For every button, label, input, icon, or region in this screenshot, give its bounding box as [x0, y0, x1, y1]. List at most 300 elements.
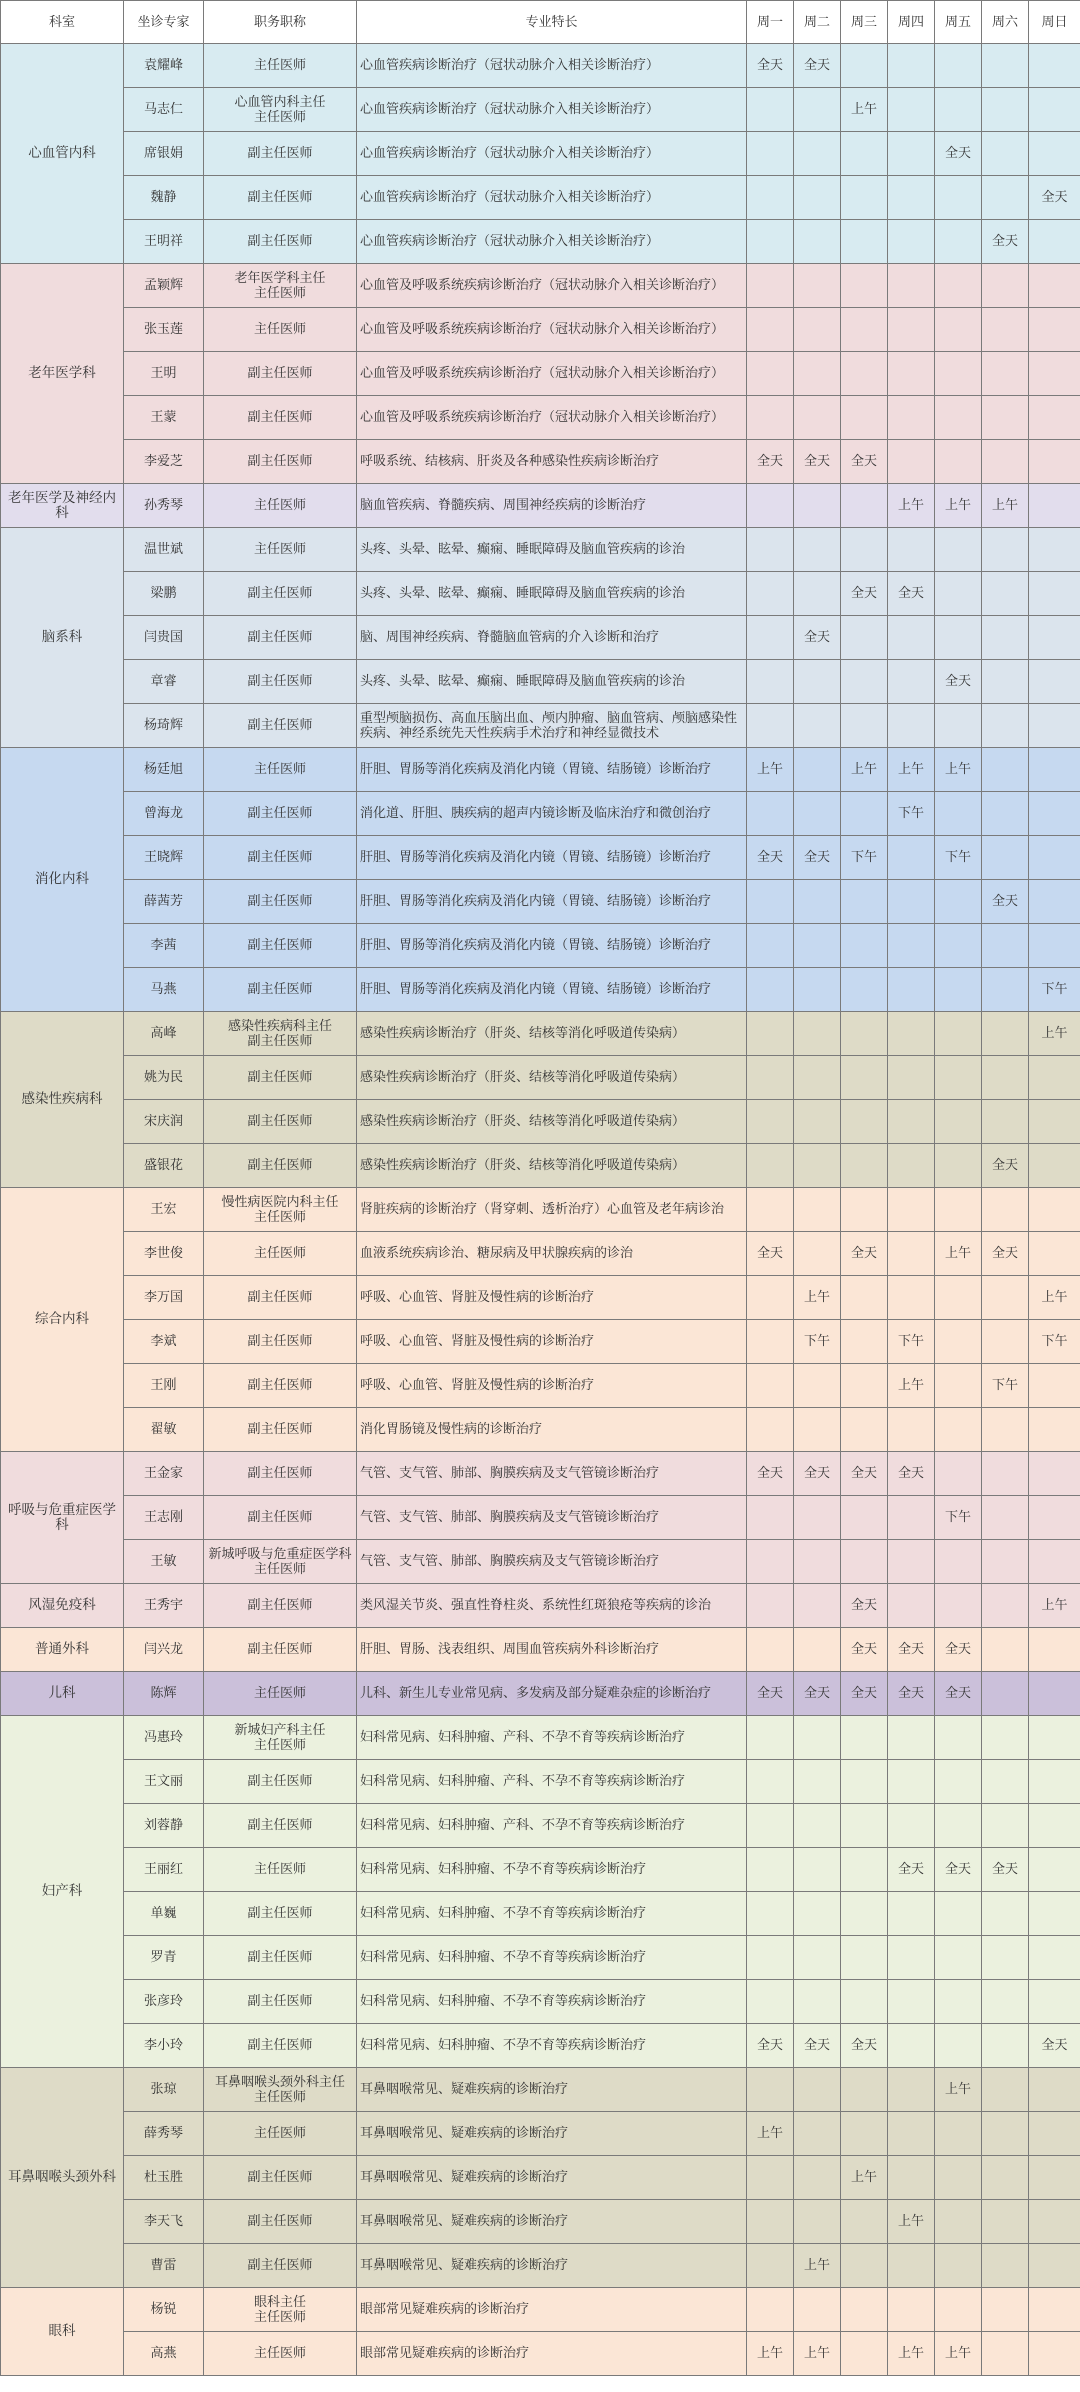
doctor-title: 新城呼吸与危重症医学科 主任医师: [204, 1540, 357, 1584]
table-row: [1, 528, 1080, 572]
header-doctor: 坐诊专家: [124, 1, 204, 44]
doctor-name: 单巍: [124, 1892, 204, 1936]
schedule-sat: [982, 1980, 1029, 2024]
schedule-thu: [888, 2112, 935, 2156]
schedule-sat: [982, 1892, 1029, 1936]
schedule-tue: [794, 1100, 841, 1144]
schedule-thu: 全天: [888, 1628, 935, 1672]
doctor-title: 主任医师: [204, 1848, 357, 1892]
specialty: 呼吸、心血管、肾脏及慢性病的诊断治疗: [357, 1320, 747, 1364]
schedule-mon: [747, 1540, 794, 1584]
doctor-title: 副主任医师: [204, 2200, 357, 2244]
schedule-fri: [935, 924, 982, 968]
schedule-thu: 全天: [888, 572, 935, 616]
schedule-sun: [1029, 44, 1080, 88]
specialty: 呼吸系统、结核病、肝炎及各种感染性疾病诊断治疗: [357, 440, 747, 484]
schedule-mon: [747, 1276, 794, 1320]
schedule-sat: [982, 1716, 1029, 1760]
schedule-thu: [888, 1980, 935, 2024]
schedule-sat: [982, 2156, 1029, 2200]
schedule-sun: [1029, 132, 1080, 176]
schedule-sat: [982, 1628, 1029, 1672]
schedule-tue: 全天: [794, 836, 841, 880]
schedule-wed: [841, 968, 888, 1012]
schedule-sat: 全天: [982, 880, 1029, 924]
department-name: 感染性疾病科: [1, 1012, 124, 1188]
schedule-tue: 全天: [794, 44, 841, 88]
table-row: [1, 1056, 1080, 1100]
schedule-wed: [841, 2112, 888, 2156]
schedule-fri: [935, 176, 982, 220]
schedule-sat: [982, 704, 1029, 748]
schedule-mon: [747, 1804, 794, 1848]
doctor-title: 副主任医师: [204, 1364, 357, 1408]
schedule-thu: 上午: [888, 2200, 935, 2244]
table-row: [1, 1496, 1080, 1540]
specialty: 肝胆、胃肠等消化疾病及消化内镜（胃镜、结肠镜）诊断治疗: [357, 968, 747, 1012]
schedule-thu: [888, 1804, 935, 1848]
schedule-sat: [982, 748, 1029, 792]
schedule-tue: [794, 88, 841, 132]
schedule-mon: [747, 616, 794, 660]
schedule-fri: [935, 1320, 982, 1364]
schedule-sat: [982, 1100, 1029, 1144]
schedule-mon: [747, 2200, 794, 2244]
specialty: 心血管疾病诊断治疗（冠状动脉介入相关诊断治疗）: [357, 220, 747, 264]
schedule-tue: 全天: [794, 1452, 841, 1496]
specialty: 肝胆、胃肠等消化疾病及消化内镜（胃镜、结肠镜）诊断治疗: [357, 748, 747, 792]
schedule-sun: [1029, 2112, 1080, 2156]
specialty: 心血管及呼吸系统疾病诊断治疗（冠状动脉介入相关诊断治疗）: [357, 396, 747, 440]
schedule-sun: [1029, 352, 1080, 396]
schedule-sat: [982, 660, 1029, 704]
schedule-fri: [935, 704, 982, 748]
schedule-sun: [1029, 1232, 1080, 1276]
schedule-mon: [747, 1760, 794, 1804]
schedule-sat: [982, 2288, 1029, 2332]
doctor-title: 眼科主任 主任医师: [204, 2288, 357, 2332]
specialty: 耳鼻咽喉常见、疑难疾病的诊断治疗: [357, 2244, 747, 2288]
schedule-fri: [935, 440, 982, 484]
schedule-sat: [982, 2244, 1029, 2288]
specialty: 消化道、肝胆、胰疾病的超声内镜诊断及临床治疗和微创治疗: [357, 792, 747, 836]
schedule-fri: [935, 1716, 982, 1760]
schedule-fri: [935, 1056, 982, 1100]
schedule-sun: [1029, 308, 1080, 352]
schedule-thu: [888, 1892, 935, 1936]
schedule-tue: [794, 1012, 841, 1056]
specialty: 肝胆、胃肠等消化疾病及消化内镜（胃镜、结肠镜）诊断治疗: [357, 880, 747, 924]
schedule-mon: [747, 572, 794, 616]
doctor-name: 王文丽: [124, 1760, 204, 1804]
schedule-fri: [935, 1584, 982, 1628]
schedule-thu: [888, 1584, 935, 1628]
schedule-mon: [747, 880, 794, 924]
schedule-sat: [982, 88, 1029, 132]
schedule-mon: [747, 1716, 794, 1760]
header-fri: 周五: [935, 1, 982, 44]
schedule-fri: [935, 2288, 982, 2332]
doctor-name: 王秀宇: [124, 1584, 204, 1628]
schedule-mon: [747, 1320, 794, 1364]
table-row: [1, 2068, 1080, 2112]
schedule-fri: [935, 1540, 982, 1584]
specialty: 心血管疾病诊断治疗（冠状动脉介入相关诊断治疗）: [357, 176, 747, 220]
doctor-name: 孙秀琴: [124, 484, 204, 528]
schedule-thu: [888, 2024, 935, 2068]
schedule-thu: 上午: [888, 1364, 935, 1408]
schedule-wed: 全天: [841, 2024, 888, 2068]
schedule-sun: [1029, 1056, 1080, 1100]
schedule-mon: 全天: [747, 1672, 794, 1716]
schedule-tue: [794, 484, 841, 528]
doctor-name: 宋庆润: [124, 1100, 204, 1144]
table-row: [1, 748, 1080, 792]
schedule-tue: [794, 1056, 841, 1100]
schedule-mon: 全天: [747, 836, 794, 880]
doctor-title: 感染性疾病科主任 副主任医师: [204, 1012, 357, 1056]
schedule-sun: 上午: [1029, 1012, 1080, 1056]
schedule-sun: [1029, 528, 1080, 572]
schedule-wed: [841, 44, 888, 88]
schedule-thu: [888, 132, 935, 176]
schedule-fri: 全天: [935, 1672, 982, 1716]
schedule-sun: [1029, 1672, 1080, 1716]
schedule-tue: [794, 1144, 841, 1188]
schedule-mon: [747, 792, 794, 836]
doctor-title: 副主任医师: [204, 220, 357, 264]
schedule-thu: [888, 440, 935, 484]
doctor-name: 罗青: [124, 1936, 204, 1980]
schedule-tue: 全天: [794, 440, 841, 484]
schedule-mon: [747, 1408, 794, 1452]
doctor-title: 副主任医师: [204, 968, 357, 1012]
table-row: [1, 1364, 1080, 1408]
specialty: 眼部常见疑难疾病的诊断治疗: [357, 2332, 747, 2376]
schedule-wed: [841, 484, 888, 528]
schedule-mon: [747, 704, 794, 748]
schedule-wed: 上午: [841, 88, 888, 132]
schedule-sun: [1029, 220, 1080, 264]
schedule-wed: [841, 2244, 888, 2288]
specialty: 耳鼻咽喉常见、疑难疾病的诊断治疗: [357, 2200, 747, 2244]
schedule-fri: 上午: [935, 484, 982, 528]
schedule-mon: [747, 484, 794, 528]
doctor-name: 王刚: [124, 1364, 204, 1408]
department-name: 妇产科: [1, 1716, 124, 2068]
schedule-sat: 下午: [982, 1364, 1029, 1408]
table-row: [1, 1760, 1080, 1804]
doctor-title: 副主任医师: [204, 132, 357, 176]
schedule-sun: [1029, 1496, 1080, 1540]
schedule-thu: [888, 616, 935, 660]
schedule-mon: [747, 1188, 794, 1232]
header-title: 职务职称: [204, 1, 357, 44]
department-name: 老年医学及神经内科: [1, 484, 124, 528]
doctor-title: 慢性病医院内科主任 主任医师: [204, 1188, 357, 1232]
doctor-title: 耳鼻咽喉头颈外科主任 主任医师: [204, 2068, 357, 2112]
schedule-thu: [888, 308, 935, 352]
schedule-fri: [935, 1188, 982, 1232]
schedule-tue: [794, 2112, 841, 2156]
schedule-sat: [982, 1012, 1029, 1056]
table-row: [1, 176, 1080, 220]
table-row: [1, 1716, 1080, 1760]
schedule-thu: 全天: [888, 1672, 935, 1716]
schedule-tue: [794, 220, 841, 264]
specialty: 耳鼻咽喉常见、疑难疾病的诊断治疗: [357, 2112, 747, 2156]
doctor-name: 冯惠玲: [124, 1716, 204, 1760]
doctor-name: 王明祥: [124, 220, 204, 264]
header-thu: 周四: [888, 1, 935, 44]
doctor-name: 温世斌: [124, 528, 204, 572]
doctor-title: 主任医师: [204, 748, 357, 792]
doctor-title: 主任医师: [204, 44, 357, 88]
schedule-sun: [1029, 2332, 1080, 2376]
schedule-sat: [982, 264, 1029, 308]
schedule-mon: [747, 132, 794, 176]
schedule-sun: [1029, 880, 1080, 924]
table-row: [1, 572, 1080, 616]
schedule-sun: [1029, 1100, 1080, 1144]
table-row: [1, 660, 1080, 704]
schedule-tue: [794, 1188, 841, 1232]
schedule-fri: [935, 1012, 982, 1056]
schedule-fri: [935, 2156, 982, 2200]
schedule-mon: [747, 528, 794, 572]
schedule-tue: [794, 1848, 841, 1892]
schedule-tue: [794, 1584, 841, 1628]
schedule-thu: [888, 352, 935, 396]
schedule-fri: [935, 44, 982, 88]
schedule-sun: [1029, 88, 1080, 132]
schedule-wed: [841, 1364, 888, 1408]
table-row: [1, 792, 1080, 836]
schedule-sat: [982, 44, 1029, 88]
table-row: [1, 44, 1080, 88]
schedule-thu: [888, 1276, 935, 1320]
doctor-title: 副主任医师: [204, 1100, 357, 1144]
schedule-body: [1, 44, 1080, 2376]
specialty: 感染性疾病诊断治疗（肝炎、结核等消化呼吸道传染病）: [357, 1144, 747, 1188]
table-row: [1, 220, 1080, 264]
schedule-wed: [841, 1760, 888, 1804]
specialty: 心血管疾病诊断治疗（冠状动脉介入相关诊断治疗）: [357, 88, 747, 132]
doctor-title: 副主任医师: [204, 1276, 357, 1320]
schedule-thu: 上午: [888, 484, 935, 528]
schedule-fri: [935, 528, 982, 572]
doctor-name: 李万国: [124, 1276, 204, 1320]
schedule-sun: [1029, 1936, 1080, 1980]
schedule-wed: [841, 2200, 888, 2244]
schedule-thu: [888, 836, 935, 880]
schedule-sun: [1029, 924, 1080, 968]
schedule-sat: [982, 1672, 1029, 1716]
schedule-sat: [982, 176, 1029, 220]
doctor-name: 李爱芝: [124, 440, 204, 484]
schedule-wed: [841, 1012, 888, 1056]
schedule-sat: [982, 616, 1029, 660]
schedule-sat: [982, 132, 1029, 176]
schedule-wed: [841, 1276, 888, 1320]
schedule-sun: [1029, 1716, 1080, 1760]
specialty: 气管、支气管、肺部、胸膜疾病及支气管镜诊断治疗: [357, 1452, 747, 1496]
schedule-thu: 下午: [888, 792, 935, 836]
table-row: [1, 1936, 1080, 1980]
schedule-thu: 全天: [888, 1848, 935, 1892]
schedule-thu: [888, 1540, 935, 1584]
specialty: 肾脏疾病的诊断治疗（肾穿刺、透析治疗）心血管及老年病诊治: [357, 1188, 747, 1232]
schedule-sun: 全天: [1029, 2024, 1080, 2068]
schedule-sun: [1029, 1628, 1080, 1672]
doctor-name: 张琼: [124, 2068, 204, 2112]
doctor-title: 副主任医师: [204, 1452, 357, 1496]
schedule-sun: [1029, 396, 1080, 440]
schedule-sun: [1029, 2288, 1080, 2332]
table-row: [1, 2112, 1080, 2156]
schedule-wed: [841, 792, 888, 836]
schedule-wed: 全天: [841, 1672, 888, 1716]
schedule-thu: [888, 2156, 935, 2200]
schedule-sun: [1029, 2068, 1080, 2112]
table-row: [1, 132, 1080, 176]
schedule-wed: [841, 704, 888, 748]
table-row: [1, 264, 1080, 308]
doctor-name: 袁耀峰: [124, 44, 204, 88]
table-row: [1, 836, 1080, 880]
doctor-name: 王明: [124, 352, 204, 396]
doctor-name: 陈辉: [124, 1672, 204, 1716]
schedule-tue: 上午: [794, 2332, 841, 2376]
doctor-title: 副主任医师: [204, 1936, 357, 1980]
schedule-wed: 全天: [841, 572, 888, 616]
schedule-sat: [982, 1936, 1029, 1980]
schedule-tue: [794, 660, 841, 704]
table-row: [1, 704, 1080, 748]
schedule-tue: [794, 1760, 841, 1804]
doctor-name: 杜玉胜: [124, 2156, 204, 2200]
schedule-fri: [935, 1892, 982, 1936]
department-name: 普通外科: [1, 1628, 124, 1672]
doctor-title: 主任医师: [204, 2332, 357, 2376]
schedule-fri: [935, 2024, 982, 2068]
table-row: [1, 440, 1080, 484]
schedule-wed: [841, 1848, 888, 1892]
schedule-tue: 下午: [794, 1320, 841, 1364]
schedule-fri: 上午: [935, 2332, 982, 2376]
schedule-sun: [1029, 2200, 1080, 2244]
schedule-sat: [982, 1408, 1029, 1452]
schedule-tue: 上午: [794, 2244, 841, 2288]
schedule-tue: [794, 1408, 841, 1452]
table-row: [1, 880, 1080, 924]
schedule-sat: [982, 836, 1029, 880]
schedule-fri: [935, 308, 982, 352]
schedule-wed: [841, 1804, 888, 1848]
schedule-mon: 上午: [747, 2332, 794, 2376]
doctor-title: 副主任医师: [204, 616, 357, 660]
schedule-tue: [794, 1716, 841, 1760]
schedule-tue: [794, 352, 841, 396]
schedule-wed: [841, 1892, 888, 1936]
schedule-sun: [1029, 1188, 1080, 1232]
table-row: [1, 2288, 1080, 2332]
schedule-fri: [935, 264, 982, 308]
schedule-fri: 下午: [935, 1496, 982, 1540]
schedule-fri: [935, 2200, 982, 2244]
schedule-sun: [1029, 616, 1080, 660]
schedule-wed: 全天: [841, 1232, 888, 1276]
department-name: 儿科: [1, 1672, 124, 1716]
schedule-fri: 全天: [935, 1848, 982, 1892]
doctor-name: 章睿: [124, 660, 204, 704]
schedule-fri: [935, 616, 982, 660]
schedule-thu: [888, 704, 935, 748]
header-sat: 周六: [982, 1, 1029, 44]
schedule-tue: [794, 924, 841, 968]
doctor-title: 副主任医师: [204, 660, 357, 704]
doctor-title: 副主任医师: [204, 1496, 357, 1540]
schedule-sun: [1029, 1804, 1080, 1848]
doctor-name: 梁鹏: [124, 572, 204, 616]
schedule-fri: [935, 1408, 982, 1452]
schedule-sun: [1029, 2156, 1080, 2200]
doctor-name: 杨锐: [124, 2288, 204, 2332]
doctor-title: 副主任医师: [204, 704, 357, 748]
schedule-fri: [935, 1364, 982, 1408]
schedule-wed: [841, 1144, 888, 1188]
schedule-wed: [841, 2332, 888, 2376]
schedule-sat: [982, 1056, 1029, 1100]
doctor-name: 王金家: [124, 1452, 204, 1496]
doctor-title: 新城妇产科主任 主任医师: [204, 1716, 357, 1760]
schedule-thu: [888, 2244, 935, 2288]
schedule-sun: [1029, 748, 1080, 792]
doctor-title: 主任医师: [204, 308, 357, 352]
schedule-tue: [794, 2288, 841, 2332]
doctor-name: 席银娟: [124, 132, 204, 176]
doctor-title: 副主任医师: [204, 836, 357, 880]
doctor-title: 副主任医师: [204, 1056, 357, 1100]
table-row: [1, 1672, 1080, 1716]
header-dept: 科室: [1, 1, 124, 44]
schedule-sun: [1029, 660, 1080, 704]
schedule-wed: [841, 132, 888, 176]
schedule-wed: [841, 352, 888, 396]
header-wed: 周三: [841, 1, 888, 44]
doctor-title: 副主任医师: [204, 880, 357, 924]
schedule-mon: [747, 1936, 794, 1980]
schedule-wed: [841, 1540, 888, 1584]
schedule-sat: 全天: [982, 220, 1029, 264]
doctor-title: 副主任医师: [204, 1980, 357, 2024]
schedule-sat: 全天: [982, 1232, 1029, 1276]
specialty: 耳鼻咽喉常见、疑难疾病的诊断治疗: [357, 2068, 747, 2112]
header-row: [1, 1, 1080, 44]
schedule-tue: [794, 792, 841, 836]
schedule-thu: [888, 660, 935, 704]
specialty: 血液系统疾病诊治、糖尿病及甲状腺疾病的诊治: [357, 1232, 747, 1276]
schedule-tue: [794, 968, 841, 1012]
specialty: 感染性疾病诊断治疗（肝炎、结核等消化呼吸道传染病）: [357, 1100, 747, 1144]
doctor-name: 张玉莲: [124, 308, 204, 352]
doctor-name: 翟敏: [124, 1408, 204, 1452]
specialty: 肝胆、胃肠等消化疾病及消化内镜（胃镜、结肠镜）诊断治疗: [357, 924, 747, 968]
specialty: 肝胆、胃肠等消化疾病及消化内镜（胃镜、结肠镜）诊断治疗: [357, 836, 747, 880]
doctor-title: 主任医师: [204, 528, 357, 572]
specialty: 妇科常见病、妇科肿瘤、不孕不育等疾病诊断治疗: [357, 2024, 747, 2068]
table-row: [1, 1980, 1080, 2024]
